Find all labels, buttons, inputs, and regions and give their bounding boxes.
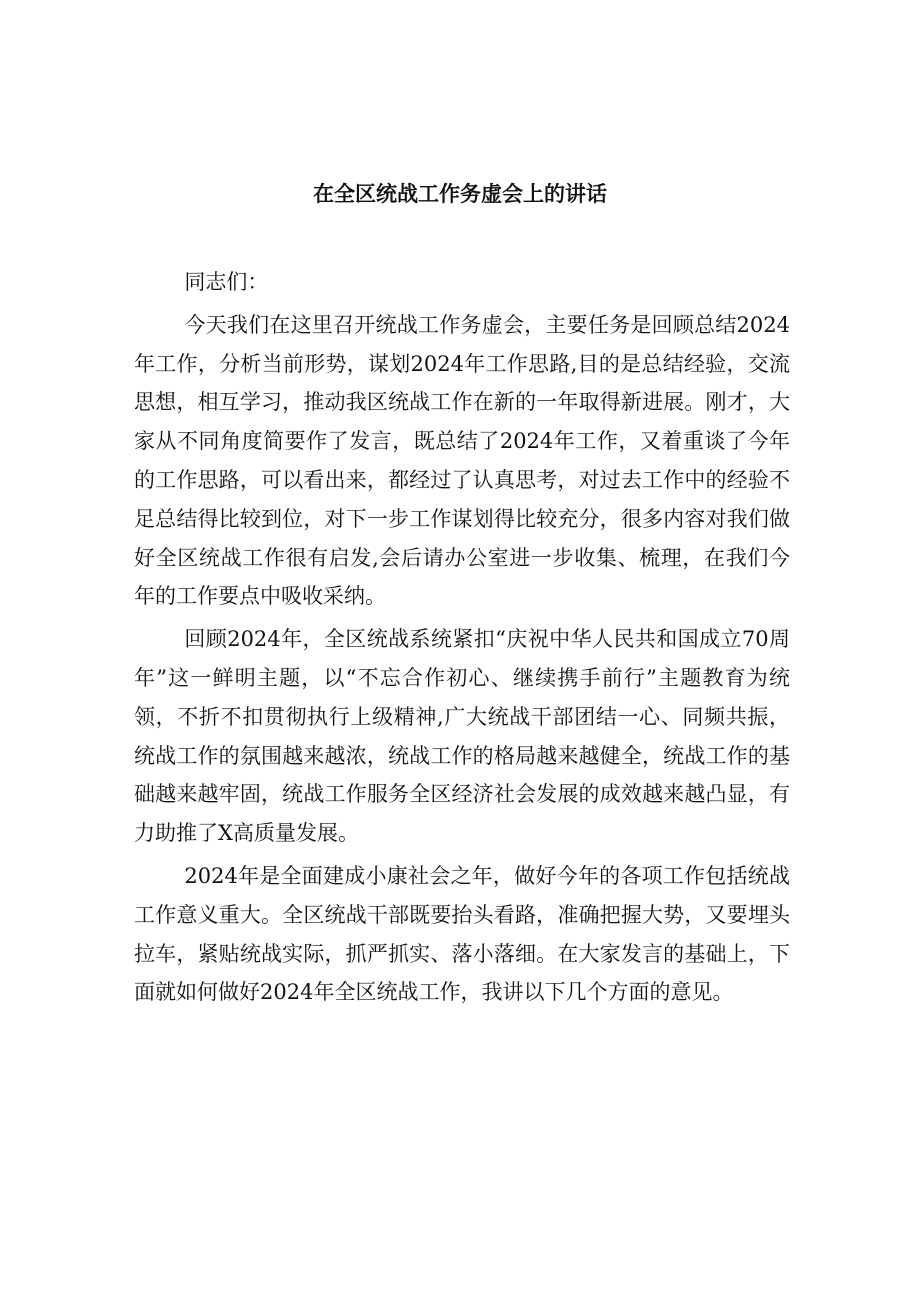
salutation: 同志们：: [184, 270, 269, 294]
paragraph-outlook: 2024年是全面建成小康社会之年，做好今年的各项工作包括统战工作意义重大。全区统战干部既要抬头看路，准确把握大势，又要埋头拉车，紧贴统战实际，抓严抓实、落小落细。在大家发言的基础上，下面就如何做好2024年全区统战工作，我讲以下几个方面的意见。: [134, 863, 790, 1005]
document-body: [134, 263, 790, 1012]
document-title: 在全区统战工作务虚会上的讲话: [313, 182, 607, 206]
paragraph-opening: 今天我们在这里召开统战工作务虚会，主要任务是回顾总结2024年工作，分析当前形势，谋划2024年工作思路,目的是总结经验，交流思想，相互学习，推动我区统战工作在新的一年取得新进展。刚才，大家从不同角度简要作了发言，既总结了2024年工作，又着重谈了今年的工作思路，可以看出来，都经过了认真思考，对过去工作中的经验不足总结得比较到位，对下一步工作谋划得比较充分，很多内容对我们做好全区统战工作很有启发,会后请办公室进一步收集、梳理，在我们今年的工作要点中吸收采纳。: [134, 312, 790, 609]
paragraph-review: 回顾2024年，全区统战系统紧扣“庆祝中华人民共和国成立70周年”这一鲜明主题，以“不忘合作初心、继续携手前行”主题教育为统领，不折不扣贯彻执行上级精神,广大统战干部团结一心、同频共振，统战工作的氛围越来越浓，统战工作的格局越来越健全，统战工作的基础越来越牢固，统战工作服务全区经济社会发展的成效越来越凸显，有力助推了X高质量发展。: [134, 627, 790, 846]
